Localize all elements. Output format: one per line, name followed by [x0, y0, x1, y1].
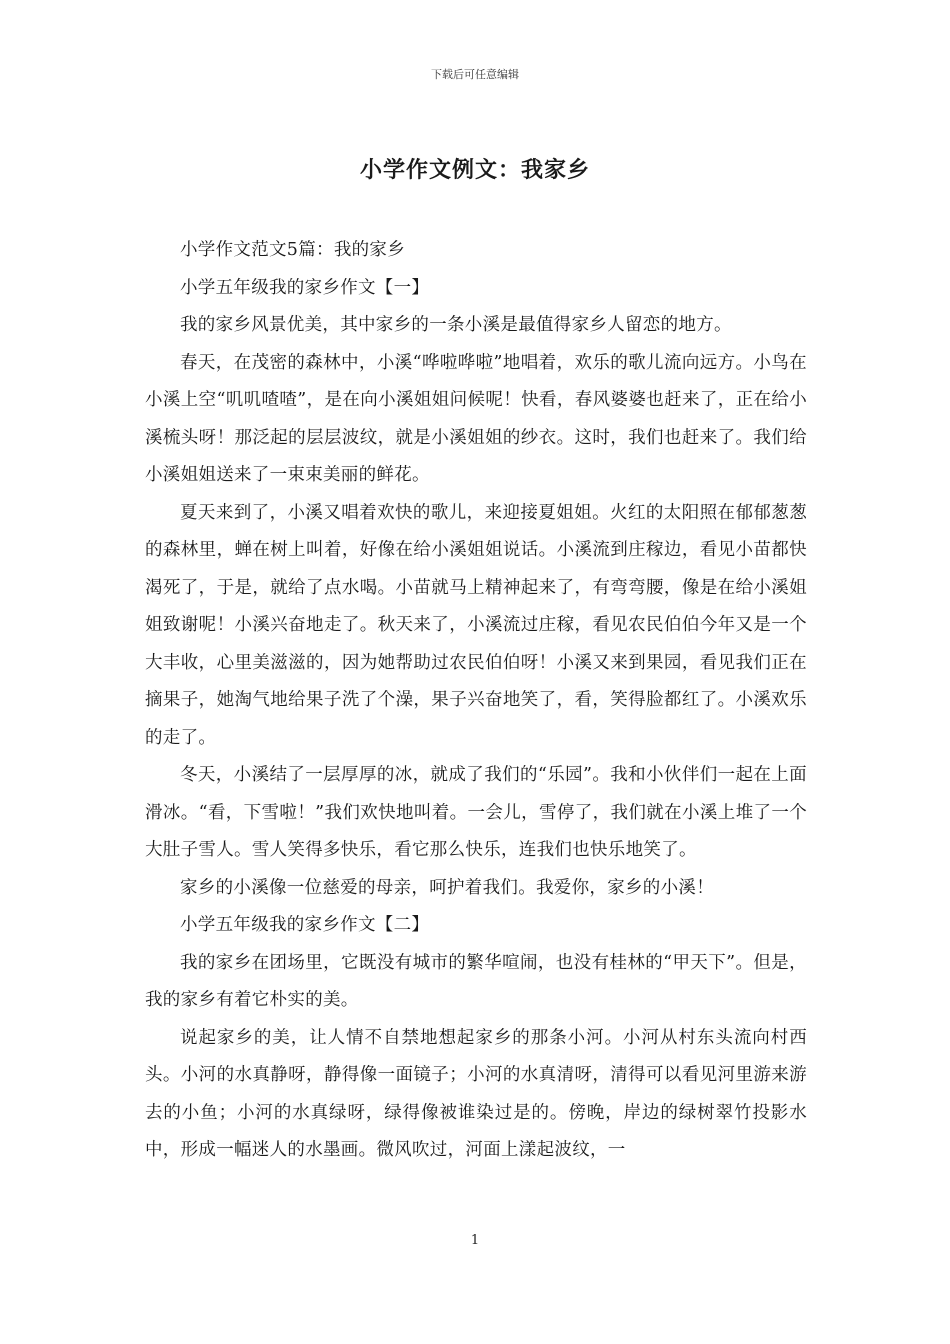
- paragraph: 我的家乡风景优美，其中家乡的一条小溪是最值得家乡人留恋的地方。: [180, 315, 732, 335]
- paragraph: 小学五年级我的家乡作文【二】: [180, 915, 430, 935]
- paragraph: 小学五年级我的家乡作文【一】: [180, 277, 430, 298]
- paragraph: 小学作文范文5篇：我的家乡: [180, 240, 406, 260]
- document-body: [145, 232, 807, 1170]
- paragraph: 家乡的小溪像一位慈爱的母亲，呵护着我们。我爱你，家乡的小溪！: [180, 877, 714, 898]
- document-title: 小学作文例文：我家乡: [359, 157, 590, 183]
- paragraph: 春天，在茂密的森林中，小溪“哗啦哗啦”地唱着，欢乐的歌儿流向远方。小鸟在小溪上空“叽叽喳喳”，是在向小溪姐姐问候呢！快看，春风婆婆也赶来了，正在给小溪梳头呀！那泛起的层层波纹，就是小溪姐姐的纱衣。这时，我们也赶来了。我们给小溪姐姐送来了一束束美丽的鲜花。: [145, 352, 807, 485]
- paragraph: 夏天来到了，小溪又唱着欢快的歌儿，来迎接夏姐姐。火红的太阳照在郁郁葱葱的森林里，蝉在树上叫着，好像在给小溪姐姐说话。小溪流到庄稼边，看见小苗都快渴死了，于是，就给了点水喝。小苗就马上精神起来了，有弯弯腰，像是在给小溪姐姐致谢呢！小溪兴奋地走了。秋天来了，小溪流过庄稼，看见农民伯伯今年又是一个大丰收，心里美滋滋的，因为她帮助过农民伯伯呀！小溪又来到果园，看见我们正在摘果子，她淘气地给果子洗了个澡，果子兴奋地笑了，看，笑得脸都红了。小溪欢乐的走了。: [145, 502, 807, 748]
- paragraph: 冬天，小溪结了一层厚厚的冰，就成了我们的“乐园”。我和小伙伴们一起在上面滑冰。“看，下雪啦！”我们欢快地叫着。一会儿，雪停了，我们就在小溪上堆了一个大肚子雪人。雪人笑得多快乐，看它那么快乐，连我们也快乐地笑了。: [145, 765, 807, 860]
- page-header-note: 下载后可任意编辑: [431, 68, 519, 81]
- page-number: 1: [470, 1233, 480, 1248]
- paragraph: 我的家乡在团场里，它既没有城市的繁华喧闹，也没有桂林的“甲天下”。但是，我的家乡有着它朴实的美。: [145, 952, 807, 1010]
- paragraph: 说起家乡的美，让人情不自禁地想起家乡的那条小河。小河从村东头流向村西头。小河的水真静呀，静得像一面镜子；小河的水真清呀，清得可以看见河里游来游去的小鱼；小河的水真绿呀，绿得像被谁染过是的。傍晚，岸边的绿树翠竹投影水中，形成一幅迷人的水墨画。微风吹过，河面上漾起波纹，一: [145, 1027, 807, 1160]
